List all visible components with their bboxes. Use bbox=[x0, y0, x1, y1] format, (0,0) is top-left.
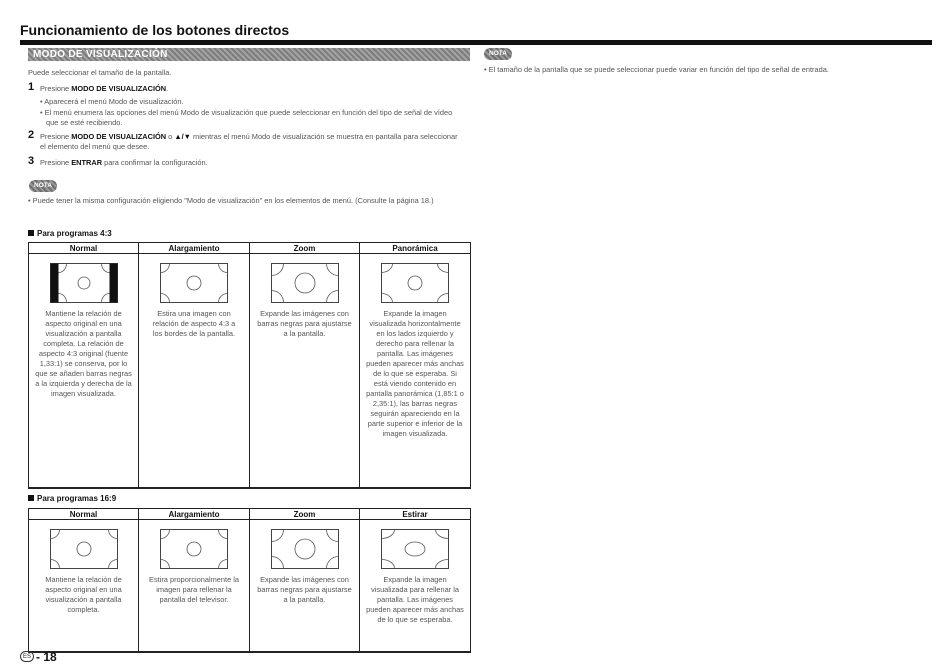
table-16-9-heading: Para programas 16:9 bbox=[28, 494, 116, 503]
step-2-number: 2 bbox=[28, 129, 35, 141]
table-16-9 bbox=[28, 508, 471, 653]
column-header: Alargamiento bbox=[139, 243, 250, 254]
mode-description: Expande la imagen visualizada para rellenar la pantalla. Las imágenes pueden aparecer más anchas de lo que se esperaba. bbox=[366, 575, 464, 624]
page-title: Funcionamiento de los botones directos bbox=[20, 22, 290, 38]
screen-illustration-stretch bbox=[160, 263, 228, 303]
step-2-text: Presione MODO DE VISUALIZACIÓN o ▲/▼ mientras el menú Modo de visualización se muestra en pantalla para seleccionar el elemento del menú que desee. bbox=[40, 132, 458, 151]
column-header: Zoom bbox=[250, 243, 360, 254]
mode-cell bbox=[29, 254, 139, 488]
page-number: - 18 bbox=[36, 650, 57, 664]
step-3-text: Presione ENTRAR para confirmar la configuración. bbox=[40, 158, 208, 167]
mode-description: Mantiene la relación de aspecto original en una visualización a pantalla completa. La relación de aspecto 4:3 original (fuente 1,33:1) se conserva, por lo que se añaden barras negras a la izquierda y derecha de la imagen visualizada. bbox=[35, 309, 132, 398]
screen-illustration-full bbox=[50, 529, 118, 569]
screen-illustration-zoom bbox=[271, 529, 339, 569]
language-icon: ES bbox=[20, 651, 34, 662]
column-header: Normal bbox=[29, 509, 139, 520]
column-header: Alargamiento bbox=[139, 509, 250, 520]
step-1-text: Presione MODO DE VISUALIZACIÓN. bbox=[40, 84, 169, 93]
nota-text: • Puede tener la misma configuración eligiendo "Modo de visualización" en los elementos de menú. (Consulte la página 18.) bbox=[28, 196, 434, 205]
mode-cell bbox=[139, 254, 250, 488]
step-1-bullet: • Aparecerá el menú Modo de visualización. bbox=[40, 97, 184, 106]
section-banner: MODO DE VISUALIZACIÓN bbox=[28, 48, 470, 61]
title-rule bbox=[20, 40, 932, 45]
mode-cell bbox=[250, 520, 360, 652]
step-3-number: 3 bbox=[28, 155, 35, 167]
screen-illustration-stretch bbox=[160, 529, 228, 569]
table-4-3-heading: Para programas 4:3 bbox=[28, 229, 112, 238]
mode-description: Expande las imágenes con barras negras para ajustarse a la pantalla. bbox=[257, 575, 352, 604]
mode-cell bbox=[360, 254, 471, 488]
column-header: Estirar bbox=[360, 509, 471, 520]
step-1-bullet: • El menú enumera las opciones del menú Modo de visualización que puede seleccionar en función del tipo de señal de vídeo que se esté recibiendo. bbox=[40, 108, 453, 127]
column-header: Normal bbox=[29, 243, 139, 254]
mode-cell bbox=[250, 254, 360, 488]
screen-illustration-wide bbox=[381, 529, 449, 569]
screen-illustration-pillarbox bbox=[50, 263, 118, 303]
column-header: Panorámica bbox=[360, 243, 471, 254]
nota-text-right: • El tamaño de la pantalla que se puede seleccionar puede variar en función del tipo de señal de entrada. bbox=[484, 65, 829, 74]
mode-cell bbox=[360, 520, 471, 652]
screen-illustration-panoramic bbox=[381, 263, 449, 303]
mode-description: Expande las imágenes con barras negras para ajustarse a la pantalla. bbox=[257, 309, 352, 338]
screen-illustration-zoom bbox=[271, 263, 339, 303]
table-4-3 bbox=[28, 242, 471, 489]
column-header: Zoom bbox=[250, 509, 360, 520]
step-1-number: 1 bbox=[28, 81, 35, 93]
nota-badge: NOTA bbox=[29, 180, 57, 192]
nota-badge-right: NOTA bbox=[484, 48, 512, 60]
mode-description: Estira una imagen con relación de aspecto 4:3 a los bordes de la pantalla. bbox=[152, 309, 236, 338]
mode-cell bbox=[139, 520, 250, 652]
mode-description: Estira proporcionalmente la imagen para rellenar la pantalla del televisor. bbox=[149, 575, 239, 604]
mode-description: Mantiene la relación de aspecto original en una visualización a pantalla completa. bbox=[45, 575, 122, 614]
mode-description: Expande la imagen visualizada horizontalmente en los lados izquierdo y derecho para rellenar la pantalla. Las imágenes pueden aparecer más anchas de lo que se esperaba. Si está viendo contenido en pantalla panorámica (1,85:1 o 2,35:1), las barras negras seguirán apareciendo en la parte superior e inferior de la imagen visualizada. bbox=[366, 309, 464, 438]
mode-cell bbox=[29, 520, 139, 652]
section-intro: Puede seleccionar el tamaño de la pantalla. bbox=[28, 68, 172, 77]
